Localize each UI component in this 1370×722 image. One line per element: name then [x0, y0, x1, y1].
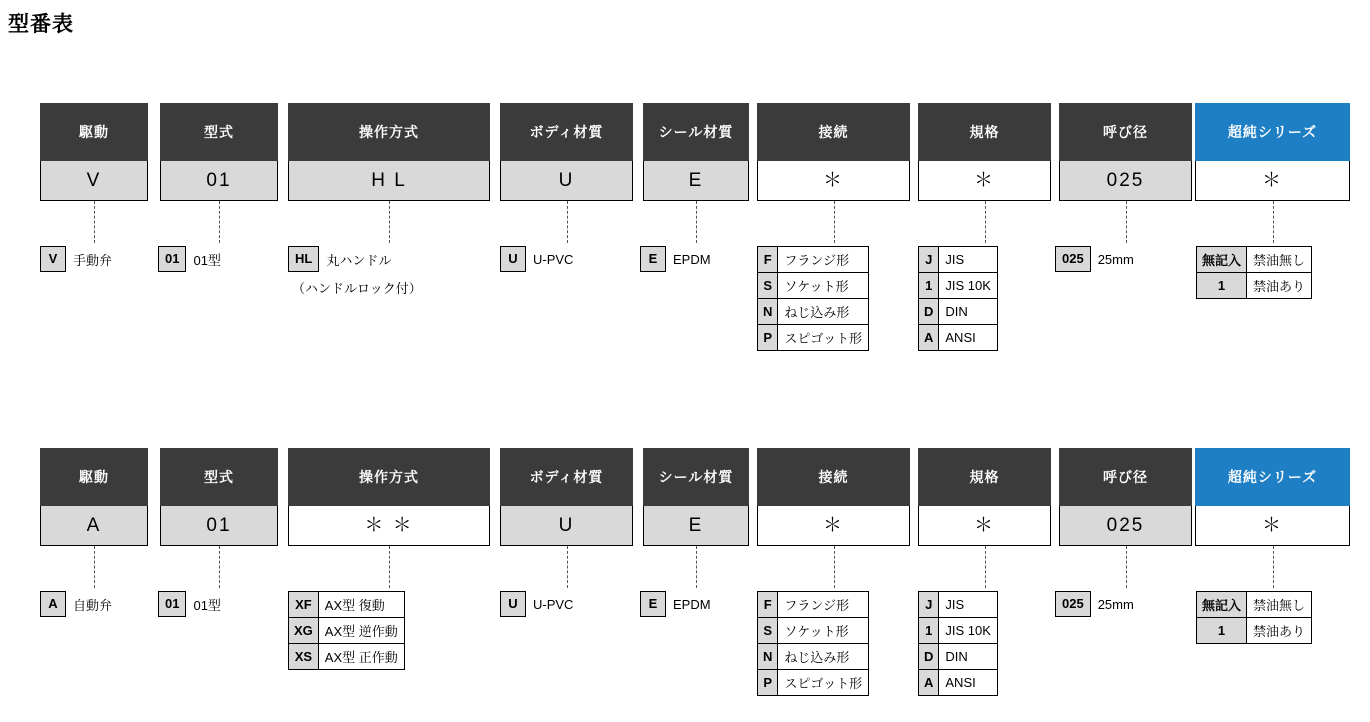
connector-line [696, 201, 697, 243]
connector-line [985, 201, 986, 243]
legend-description: ソケット形 [778, 618, 869, 644]
column-header: 駆動 [40, 448, 148, 506]
legend-row [158, 591, 221, 617]
legend-description: DIN [939, 644, 998, 670]
legend-table [918, 591, 998, 696]
legend-description: JIS [939, 592, 998, 618]
connector-line [219, 201, 220, 243]
legend-description: U-PVC [533, 596, 574, 612]
legend-code: XS [289, 644, 319, 670]
legend-description: EPDM [673, 251, 711, 267]
legend-row [919, 325, 998, 351]
legend-description: フランジ形 [778, 247, 869, 273]
legend-code: E [640, 246, 666, 272]
legend-code: 1 [919, 273, 939, 299]
legend-plain [1055, 591, 1134, 617]
legend-code: 無記入 [1197, 247, 1247, 273]
legend-description: JIS 10K [939, 618, 998, 644]
column-header: 超純シリーズ [1195, 103, 1350, 161]
legend-code: U [500, 246, 526, 272]
column-header: シール材質 [643, 103, 749, 161]
legend-description: AX型 逆作動 [318, 618, 404, 644]
legend-description: 手動弁 [73, 252, 113, 268]
model-column [500, 448, 633, 546]
legend-plain [640, 246, 711, 272]
connector-line [1126, 201, 1127, 243]
legend-row [758, 618, 869, 644]
legend-row [1197, 273, 1312, 299]
legend-row [640, 246, 711, 272]
legend-table [918, 246, 998, 351]
legend-description: 01型 [193, 597, 221, 613]
legend-row [640, 591, 711, 617]
column-header: シール材質 [643, 448, 749, 506]
legend-description: スピゴット形 [778, 325, 869, 351]
model-column [1059, 448, 1192, 546]
legend-table [757, 591, 869, 696]
column-value: U [500, 161, 633, 201]
legend-row [758, 299, 869, 325]
legend-row [500, 591, 573, 617]
legend-code: 無記入 [1197, 592, 1247, 618]
legend-code: A [919, 670, 939, 696]
column-value: 01 [160, 161, 278, 201]
legend-row [919, 247, 998, 273]
legend-plain [500, 591, 573, 617]
connector-line [985, 546, 986, 588]
column-value: ＊ [757, 161, 910, 201]
legend-code: N [758, 299, 778, 325]
legend-table [1196, 246, 1312, 299]
connector-line [1273, 546, 1274, 588]
legend-note: （ハンドルロック付） [292, 281, 422, 296]
legend-code: A [919, 325, 939, 351]
legend-row [919, 273, 998, 299]
legend-description: 25mm [1097, 251, 1134, 267]
legend-plain [158, 246, 221, 272]
column-header: 型式 [160, 448, 278, 506]
column-header: 規格 [918, 448, 1051, 506]
legend-code: F [758, 592, 778, 618]
legend-row [1055, 591, 1134, 617]
column-value: 01 [160, 506, 278, 546]
model-column [1195, 448, 1350, 546]
connector-line [1126, 546, 1127, 588]
legend-code: J [919, 247, 939, 273]
legend-row [158, 246, 221, 272]
connector-line [834, 546, 835, 588]
column-header: 駆動 [40, 103, 148, 161]
legend-plain [1055, 246, 1134, 272]
legend-description: DIN [939, 299, 998, 325]
legend-plain [40, 591, 112, 617]
connector-line [219, 546, 220, 588]
column-value: ＊ ＊ [288, 506, 490, 546]
model-column [160, 448, 278, 546]
column-header: 接続 [757, 103, 910, 161]
legend-description: 25mm [1097, 596, 1134, 612]
column-header: 接続 [757, 448, 910, 506]
connector-line [1273, 201, 1274, 243]
model-column [1059, 103, 1192, 201]
legend-code: S [758, 273, 778, 299]
legend-code: XG [289, 618, 319, 644]
model-column [288, 103, 490, 201]
column-header: 型式 [160, 103, 278, 161]
legend-code: V [40, 246, 66, 272]
legend-description: EPDM [673, 596, 711, 612]
column-value: V [40, 161, 148, 201]
legend-row [758, 592, 869, 618]
legend-code: 025 [1055, 591, 1091, 617]
legend-code: HL [288, 246, 319, 272]
legend-description: AX型 復動 [318, 592, 404, 618]
column-value: ＊ [757, 506, 910, 546]
connector-line [567, 201, 568, 243]
model-column [643, 448, 749, 546]
legend-code: P [758, 670, 778, 696]
model-column [500, 103, 633, 201]
legend-row [919, 618, 998, 644]
legend-description: JIS 10K [939, 273, 998, 299]
legend-description: ねじ込み形 [778, 644, 869, 670]
connector-line [567, 546, 568, 588]
legend-code: 1 [1197, 273, 1247, 299]
legend-description: ねじ込み形 [778, 299, 869, 325]
column-header: 呼び径 [1059, 448, 1192, 506]
model-column [1195, 103, 1350, 201]
legend-plain [40, 246, 112, 272]
legend-description: ANSI [939, 670, 998, 696]
column-header: ボディ材質 [500, 448, 633, 506]
model-column [160, 103, 278, 201]
legend-table [1196, 591, 1312, 644]
legend-description: ソケット形 [778, 273, 869, 299]
legend-row [500, 246, 573, 272]
legend-code: 01 [158, 591, 186, 617]
connector-line [696, 546, 697, 588]
column-header: ボディ材質 [500, 103, 633, 161]
legend-row [758, 273, 869, 299]
legend-row [289, 644, 405, 670]
legend-description: 01型 [193, 252, 221, 268]
column-header: 操作方式 [288, 103, 490, 161]
model-column [40, 448, 148, 546]
column-value: ＊ [918, 506, 1051, 546]
legend-row [758, 325, 869, 351]
column-header: 超純シリーズ [1195, 448, 1350, 506]
legend-row [40, 246, 112, 272]
legend-description: 自動弁 [73, 597, 113, 613]
column-value: ＊ [1195, 506, 1350, 546]
page-title: 型番表 [8, 13, 74, 36]
legend-row [289, 592, 405, 618]
legend-description: 丸ハンドル [326, 252, 392, 268]
legend-row [758, 670, 869, 696]
legend-row [919, 592, 998, 618]
connector-line [389, 546, 390, 588]
legend-description: 禁油無し [1247, 247, 1312, 273]
column-value: ＊ [1195, 161, 1350, 201]
legend-code: E [640, 591, 666, 617]
legend-table [757, 246, 869, 351]
model-column [918, 103, 1051, 201]
legend-row [1197, 618, 1312, 644]
legend-row [919, 670, 998, 696]
legend-code: N [758, 644, 778, 670]
legend-description: JIS [939, 247, 998, 273]
legend-description: フランジ形 [778, 592, 869, 618]
legend-row [1197, 592, 1312, 618]
column-value: H L [288, 161, 490, 201]
legend-row [1197, 247, 1312, 273]
legend-code: XF [289, 592, 319, 618]
legend-plain [500, 246, 573, 272]
legend-code: F [758, 247, 778, 273]
legend-code: 1 [1197, 618, 1247, 644]
connector-line [389, 201, 390, 243]
legend-plain [158, 591, 221, 617]
legend-description: スピゴット形 [778, 670, 869, 696]
legend-description: ANSI [939, 325, 998, 351]
model-column [288, 448, 490, 546]
legend-row [919, 644, 998, 670]
legend-description: 禁油あり [1247, 618, 1312, 644]
legend-row [1055, 246, 1134, 272]
legend-code: 01 [158, 246, 186, 272]
legend-code: 025 [1055, 246, 1091, 272]
legend-description: U-PVC [533, 251, 574, 267]
column-value: E [643, 506, 749, 546]
legend-description: 禁油あり [1247, 273, 1312, 299]
legend-code: 1 [919, 618, 939, 644]
legend-table [288, 591, 405, 670]
connector-line [94, 546, 95, 588]
legend-description: 禁油無し [1247, 592, 1312, 618]
column-value: A [40, 506, 148, 546]
model-column [918, 448, 1051, 546]
column-header: 呼び径 [1059, 103, 1192, 161]
column-value: U [500, 506, 633, 546]
column-value: 025 [1059, 161, 1192, 201]
legend-description: AX型 正作動 [318, 644, 404, 670]
legend-code: A [40, 591, 66, 617]
legend-row [758, 247, 869, 273]
model-column [643, 103, 749, 201]
legend-code: J [919, 592, 939, 618]
legend-code: D [919, 299, 939, 325]
legend-plain [640, 591, 711, 617]
legend-plain [288, 246, 422, 297]
legend-code: S [758, 618, 778, 644]
legend-row [288, 246, 422, 272]
column-value: E [643, 161, 749, 201]
legend-code: U [500, 591, 526, 617]
column-header: 操作方式 [288, 448, 490, 506]
model-column [757, 103, 910, 201]
model-column [40, 103, 148, 201]
column-header: 規格 [918, 103, 1051, 161]
model-column [757, 448, 910, 546]
column-value: 025 [1059, 506, 1192, 546]
column-value: ＊ [918, 161, 1051, 201]
legend-row [289, 618, 405, 644]
legend-code: P [758, 325, 778, 351]
legend-row [40, 591, 112, 617]
legend-code: D [919, 644, 939, 670]
connector-line [94, 201, 95, 243]
legend-row [919, 299, 998, 325]
connector-line [834, 201, 835, 243]
legend-row [758, 644, 869, 670]
